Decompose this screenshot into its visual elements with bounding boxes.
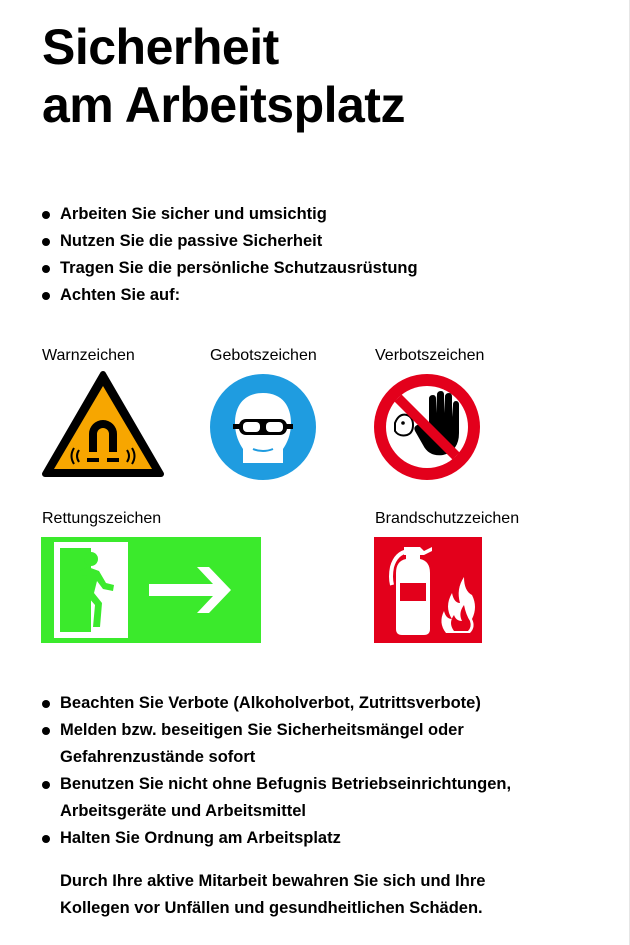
list-item: Arbeiten Sie sicher und umsichtig	[40, 201, 418, 228]
list-item: Nutzen Sie die passive Sicherheit	[40, 228, 418, 255]
mandatory-sign-label: Gebotszeichen	[210, 347, 317, 364]
prohibition-sign-label: Verbotszeichen	[375, 347, 485, 364]
warn-sign-label: Warnzeichen	[42, 347, 135, 364]
title-line-2: am Arbeitsplatz	[42, 77, 405, 133]
list-item: Halten Sie Ordnung am Arbeitsplatz	[40, 825, 585, 852]
poster-title	[42, 18, 405, 134]
bottom-bullet-list	[40, 690, 585, 852]
list-item: Tragen Sie die persönliche Schutzausrüstung	[40, 255, 418, 282]
top-bullet-list	[40, 201, 418, 309]
list-item: Melden bzw. beseitigen Sie Sicherheitsmängel oder Gefahrenzustände sofort	[40, 717, 530, 771]
eye-protection-mandatory-icon	[209, 373, 317, 481]
closing-statement	[60, 868, 485, 922]
closing-line-1: Durch Ihre aktive Mitarbeit bewahren Sie sich und Ihre	[60, 872, 486, 890]
closing-line-2: Kollegen vor Unfällen und gesundheitlichen Schäden.	[60, 899, 483, 917]
magnetic-field-warning-icon	[41, 370, 165, 480]
emergency-exit-right-icon	[41, 537, 261, 643]
fire-extinguisher-icon	[374, 537, 482, 643]
rescue-sign-label: Rettungszeichen	[42, 510, 162, 527]
no-entry-hand-prohibition-icon	[373, 373, 481, 481]
list-item: Benutzen Sie nicht ohne Befugnis Betriebseinrichtungen, Arbeitsgeräte und Arbeitsmittel	[40, 771, 585, 825]
fire-sign-label: Brandschutzzeichen	[375, 510, 520, 527]
list-item: Achten Sie auf:	[40, 282, 418, 309]
list-item: Beachten Sie Verbote (Alkoholverbot, Zutrittsverbote)	[40, 690, 585, 717]
title-line-1: Sicherheit	[42, 19, 279, 75]
